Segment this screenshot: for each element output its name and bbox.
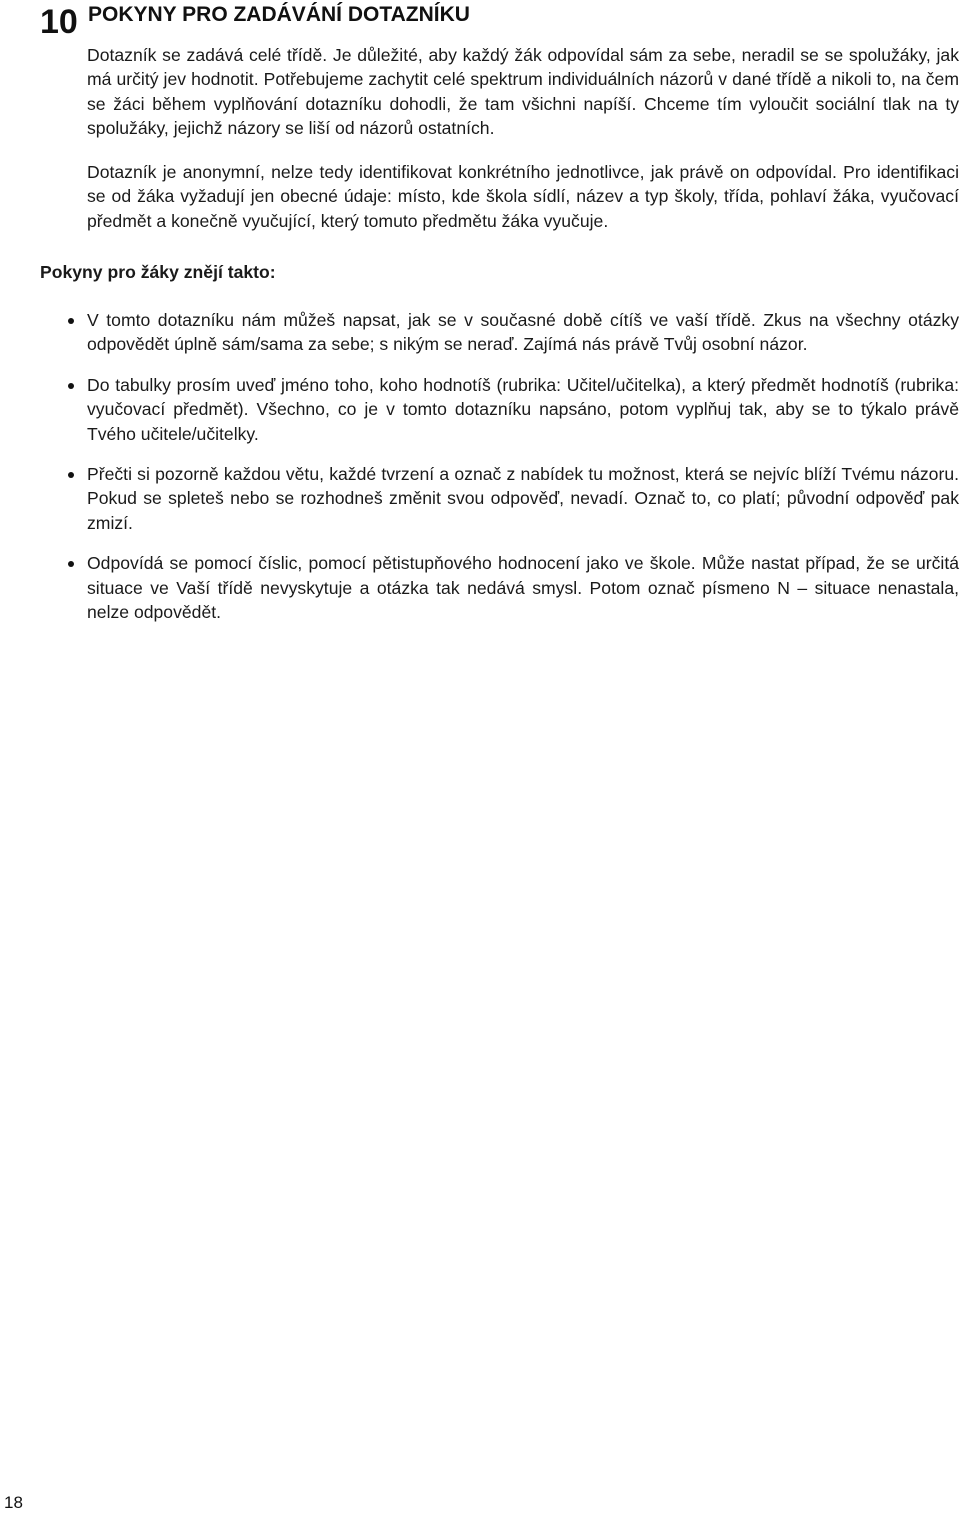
intro-paragraph: Dotazník se zadává celé třídě. Je důležité, aby každý žák odpovídal sám za sebe, neradil se se spolužáky, jak má určitý jev hodnotit. Potřebujeme zachytit celé spektrum individuálních názorů v dané třídě a nikoli to, na čem se žáci během vyplňování dotazníku dohodli, že tam všichni napíší. Chceme tím vyloučit sociální tlak na ty spolužáky, jejichž názory se liší od názorů ostatních. <box>87 45 959 139</box>
bullet-icon <box>68 383 74 389</box>
list-item-text: Do tabulky prosím uveď jméno toho, koho hodnotíš (rubrika: Učitel/učitelka), a který předmět hodnotíš (rubrika: vyučovací předmět). Všechno, co je v tomto dotazníku napsáno, potom vyplňuj tak, aby se to týkalo právě Tvého učitele/učitelky. <box>87 374 959 444</box>
list-item <box>87 373 959 446</box>
instructions-list <box>87 308 959 624</box>
bullet-icon <box>68 318 74 324</box>
list-item <box>87 462 959 535</box>
page-number: 18 <box>4 1493 23 1512</box>
list-item <box>87 308 959 357</box>
instructions-heading: Pokyny pro žáky znějí takto: <box>40 262 276 282</box>
intro-paragraph: Dotazník je anonymní, nelze tedy identifikovat konkrétního jednotlivce, jak právě on odpovídal. Pro identifikaci se od žáka vyžadují jen obecné údaje: místo, kde škola sídlí, název a typ školy, třída, pohlaví žáka, vyučovací předmět a konečně vyučující, který tomuto předmětu žáka vyučuje. <box>87 162 959 231</box>
list-item-text: V tomto dotazníku nám můžeš napsat, jak se v současné době cítíš ve vaší třídě. Zkus na všechny otázky odpovědět úplně sám/sama za sebe; s nikým se neraď. Zajímá nás právě Tvůj osobní názor. <box>87 310 959 355</box>
section-number: 10 <box>40 3 78 41</box>
list-item-text: Odpovídá se pomocí číslic, pomocí pětistupňového hodnocení jako ve škole. Může nastat případ, že se určitá situace ve Vaší třídě nevyskytuje a otázka tak nedává smysl. Potom označ písmeno N – situace nenastala, nelze odpovědět. <box>87 553 959 623</box>
bullet-icon <box>68 472 74 478</box>
list-item <box>87 551 959 624</box>
section-title: POKYNY PRO ZADÁVÁNÍ DOTAZNÍKU <box>88 3 470 26</box>
bullet-icon <box>68 561 74 567</box>
list-item-text: Přečti si pozorně každou větu, každé tvrzení a označ z nabídek tu možnost, která se nejvíc blíží Tvému názoru. Pokud se spleteš nebo se rozhodneš změnit svou odpověď, nevadí. Označ to, co platí; původní odpověď pak zmizí. <box>87 464 959 533</box>
